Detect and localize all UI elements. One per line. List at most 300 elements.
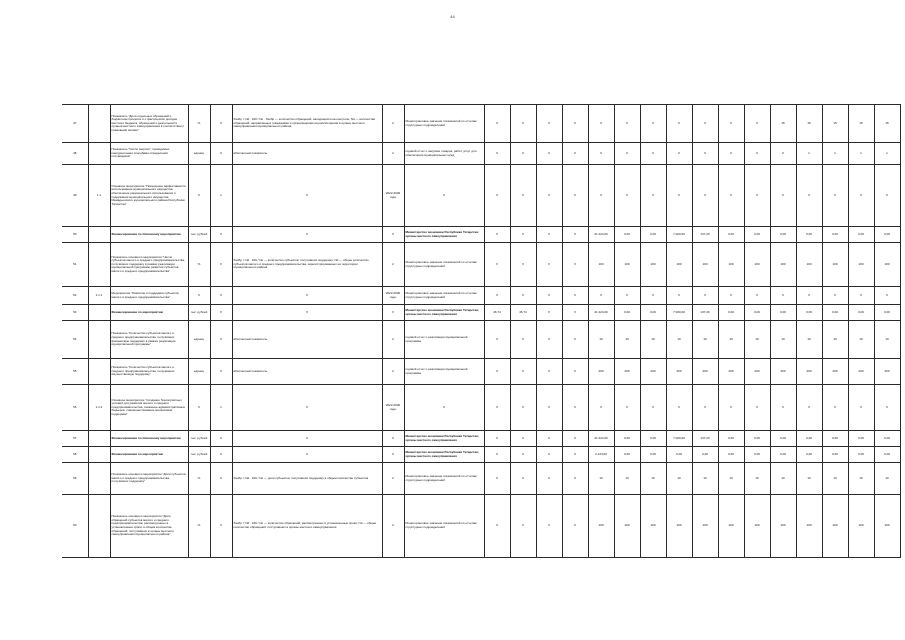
year-value-cell: Х xyxy=(562,243,588,287)
table-row xyxy=(62,305,900,321)
year-value-cell: 200 xyxy=(692,359,718,385)
year-value-cell: Х xyxy=(562,105,588,143)
year-value-cell: Х xyxy=(692,287,718,305)
row-number-cell: 47 xyxy=(62,105,88,143)
year-value-cell: 0,00 xyxy=(614,227,640,243)
formula-cell: Sзобр = Nd · 100 / Nо — количество субъектов, получивших поддержку; Nd — общее количество субъектов малого и среднего предпринимательства, зарегистрированных на территории муниципального района xyxy=(232,243,382,287)
year-value-cell: 200 xyxy=(874,359,900,385)
year-value-cell: 100 xyxy=(666,495,692,558)
unit-cell: тыс. рублей xyxy=(188,305,210,321)
year-value-cell: 0,00 xyxy=(718,227,744,243)
table-row xyxy=(62,105,900,143)
row-number-cell: 54 xyxy=(62,321,88,359)
year-value-cell: Х xyxy=(510,447,536,463)
formula-cell: Х xyxy=(232,227,382,243)
formula-cell: Sзобр = Nd · 100 / Nо — количество обращений, рассмотренных в установленные сроки; Nd — общее количество обращений, поступивших в органы местного самоуправления xyxy=(232,495,382,558)
formula-cell: Sзобр = Nd · 100 / Nо — доля субъектов, получивших поддержку в общем количестве субъектов xyxy=(232,463,382,495)
formula-cell: Х xyxy=(232,165,382,227)
year-value-cell: 10 xyxy=(588,321,614,359)
year-value-cell: 200 xyxy=(744,359,770,385)
year-value-cell: Х xyxy=(536,287,562,305)
unit-cell: % xyxy=(188,105,210,143)
year-value-cell: 100 xyxy=(796,495,822,558)
year-value-cell: Х xyxy=(692,143,718,165)
year-value-cell: 0,00 xyxy=(744,227,770,243)
year-value-cell: 100 xyxy=(848,243,874,287)
year-value-cell: Х xyxy=(510,227,536,243)
table-row xyxy=(62,385,900,431)
year-value-cell: 0,00 xyxy=(848,227,874,243)
item-code-cell xyxy=(88,105,110,143)
formula-cell: Х xyxy=(232,385,382,431)
year-value-cell: 10 xyxy=(640,321,666,359)
category-cell: Х xyxy=(210,359,232,385)
year-value-cell: Х xyxy=(614,165,640,227)
year-value-cell: 0,00 xyxy=(770,431,796,447)
year-value-cell: Х xyxy=(822,385,848,431)
year-value-cell: Х xyxy=(510,495,536,558)
category-cell: Х xyxy=(210,495,232,558)
year-value-cell: 2 224,00 xyxy=(588,447,614,463)
base-value-cell: Х xyxy=(484,431,510,447)
year-value-cell: Х xyxy=(536,431,562,447)
year-value-cell: Х xyxy=(796,165,822,227)
year-value-cell: 100 xyxy=(718,243,744,287)
year-value-cell: Х xyxy=(874,385,900,431)
year-value-cell: Х xyxy=(744,287,770,305)
period-cell: Х xyxy=(382,447,404,463)
year-value-cell: 0,00 xyxy=(640,431,666,447)
base-value-cell: Х xyxy=(484,495,510,558)
year-value-cell: Х xyxy=(692,105,718,143)
row-number-cell: 52 xyxy=(62,287,88,305)
row-number-cell: 59 xyxy=(62,463,88,495)
unit-cell: единиц xyxy=(188,143,210,165)
period-cell: 2022-2030 годы xyxy=(382,287,404,305)
row-number-cell: 60 xyxy=(62,495,88,558)
year-value-cell: 200 xyxy=(822,359,848,385)
year-value-cell: Х xyxy=(614,143,640,165)
year-value-cell: 10 xyxy=(640,463,666,495)
source-cell: Мониторинговое значение показателей по отчетам структурных подразделений xyxy=(404,463,484,495)
category-cell: Х xyxy=(210,431,232,447)
year-value-cell: Х xyxy=(796,385,822,431)
year-value-cell: Х xyxy=(692,385,718,431)
table-row xyxy=(62,165,900,227)
base-value-cell: Х xyxy=(484,447,510,463)
year-value-cell: Х xyxy=(562,495,588,558)
year-value-cell: Х xyxy=(848,165,874,227)
item-code-cell xyxy=(88,321,110,359)
year-value-cell: Х xyxy=(510,243,536,287)
year-value-cell: 0,00 xyxy=(744,447,770,463)
base-value-cell: Х xyxy=(484,321,510,359)
row-number-cell: 49 xyxy=(62,165,88,227)
year-value-cell: 1 xyxy=(848,143,874,165)
item-code-cell: 1.1.1 xyxy=(88,287,110,305)
unit-cell: Х xyxy=(188,287,210,305)
year-value-cell: Х xyxy=(536,227,562,243)
unit-cell: Х xyxy=(188,165,210,227)
year-value-cell: 10 xyxy=(588,463,614,495)
year-value-cell: Х xyxy=(666,385,692,431)
year-value-cell: Х xyxy=(536,243,562,287)
year-value-cell: 15 xyxy=(796,105,822,143)
year-value-cell: Х xyxy=(874,165,900,227)
year-value-cell: 10 xyxy=(822,463,848,495)
period-cell: Х xyxy=(382,227,404,243)
year-value-cell: Х xyxy=(614,287,640,305)
year-value-cell: Х xyxy=(588,287,614,305)
table-row xyxy=(62,143,900,165)
page-number: 44 xyxy=(450,14,455,19)
year-value-cell: 10 xyxy=(848,463,874,495)
formula-cell: абсолютный показатель xyxy=(232,143,382,165)
year-value-cell: Х xyxy=(536,359,562,385)
year-value-cell: Х xyxy=(770,143,796,165)
unit-cell: тыс. рублей xyxy=(188,447,210,463)
year-value-cell: Х xyxy=(510,165,536,227)
unit-cell: единиц xyxy=(188,321,210,359)
year-value-cell: Х xyxy=(822,287,848,305)
year-value-cell: 7 000,00 xyxy=(666,305,692,321)
source-cell: годовой отчет о реализации муниципальной программы xyxy=(404,359,484,385)
table-row xyxy=(62,447,900,463)
year-value-cell: Х xyxy=(744,143,770,165)
year-value-cell: Х xyxy=(510,105,536,143)
base-value-cell: Х xyxy=(484,165,510,227)
item-code-cell xyxy=(88,431,110,447)
period-cell: 2 xyxy=(382,321,404,359)
year-value-cell: Х xyxy=(692,165,718,227)
indicator-name-cell: Финансирование по мероприятию xyxy=(110,305,188,321)
category-cell: Х xyxy=(210,305,232,321)
year-value-cell: 100 xyxy=(692,243,718,287)
year-value-cell: Х xyxy=(640,105,666,143)
category-cell: 1 xyxy=(210,385,232,431)
unit-cell: тыс. рублей xyxy=(188,227,210,243)
category-cell: 1 xyxy=(210,165,232,227)
year-value-cell: 10 xyxy=(848,321,874,359)
year-value-cell: Х xyxy=(640,287,666,305)
year-value-cell: 100 xyxy=(770,495,796,558)
year-value-cell: Х xyxy=(770,385,796,431)
year-value-cell: Х xyxy=(718,105,744,143)
source-cell: Министерство экономики Республики Татарстан; органы местного самоуправления xyxy=(404,447,484,463)
indicator-name-cell: Основное мероприятие "Повышение эффективности использования муниципального имущества, обеспечение рационального использования и содержания муниципального имущества Мамадышского муниципального района Республики Татарстан" xyxy=(110,165,188,227)
year-value-cell: 10 xyxy=(666,321,692,359)
formula-cell: Х xyxy=(232,431,382,447)
year-value-cell: Х xyxy=(562,143,588,165)
year-value-cell: 21 224,00 xyxy=(588,227,614,243)
base-value-cell: Х xyxy=(484,463,510,495)
year-value-cell: 0,00 xyxy=(796,447,822,463)
year-value-cell: 10 xyxy=(614,463,640,495)
year-value-cell: Х xyxy=(562,463,588,495)
year-value-cell: 200 xyxy=(848,359,874,385)
year-value-cell: Х xyxy=(640,143,666,165)
formula-cell: абсолютный показатель xyxy=(232,321,382,359)
year-value-cell: Х xyxy=(614,385,640,431)
year-value-cell: Х xyxy=(562,431,588,447)
category-cell: Х xyxy=(210,143,232,165)
item-code-cell xyxy=(88,227,110,243)
category-cell: Х xyxy=(210,227,232,243)
year-value-cell: 100 xyxy=(718,495,744,558)
table-row xyxy=(62,495,900,558)
year-value-cell: Х xyxy=(562,447,588,463)
year-value-cell: Х xyxy=(718,143,744,165)
year-value-cell: Х xyxy=(562,165,588,227)
unit-cell: % xyxy=(188,495,210,558)
year-value-cell: 10 xyxy=(692,321,718,359)
indicator-name-cell: Показатель "Количество субъектов малого и среднего предпринимательства, получивших имущественную поддержку" xyxy=(110,359,188,385)
year-value-cell: Х xyxy=(562,321,588,359)
year-value-cell: 100 xyxy=(614,495,640,558)
year-value-cell: Х xyxy=(822,165,848,227)
unit-cell: % xyxy=(188,463,210,495)
year-value-cell: 10 xyxy=(614,321,640,359)
item-code-cell xyxy=(88,447,110,463)
year-value-cell: 0,00 xyxy=(822,431,848,447)
year-value-cell: 1 xyxy=(796,143,822,165)
period-cell: 2 xyxy=(382,105,404,143)
year-value-cell: 10 xyxy=(744,321,770,359)
year-value-cell: 0,00 xyxy=(770,227,796,243)
year-value-cell: Х xyxy=(848,385,874,431)
table-row xyxy=(62,359,900,385)
year-value-cell: Х xyxy=(588,385,614,431)
year-value-cell: 0,00 xyxy=(692,447,718,463)
year-value-cell: 10 xyxy=(718,463,744,495)
indicator-name-cell: Показатель "Доля отдельных обращений о бюджетном процессе и о фактических доходах местного бюджета, обращений о деятельности органов местного самоуправления в соответствии с правовыми актами" xyxy=(110,105,188,143)
source-cell: годовой отчет о закупках товаров, работ, услуг для обеспечения муниципальных нужд xyxy=(404,143,484,165)
year-value-cell: 100 xyxy=(640,495,666,558)
year-value-cell: 0,00 xyxy=(874,447,900,463)
year-value-cell: 15 xyxy=(874,105,900,143)
year-value-cell: Х xyxy=(588,105,614,143)
formula-cell: абсолютный показатель xyxy=(232,359,382,385)
item-code-cell xyxy=(88,359,110,385)
indicator-name-cell: Показатель основного мероприятия "Число субъектов малого и среднего предпринимательства, получивших поддержку в рамках реализации муниципальной программы развития субъектов малого и среднего предпринимательства" xyxy=(110,243,188,287)
source-cell: годовой отчет о реализации муниципальной программы xyxy=(404,321,484,359)
indicator-name-cell: Показатель основного мероприятия "Доля обращений субъектов малого и среднего предпринимательства, рассмотренных в установленные сроки, в общем количестве обращений, поступивших в органы местного самоуправления муниципального района" xyxy=(110,495,188,558)
item-code-cell xyxy=(88,463,110,495)
year-value-cell: Х xyxy=(536,165,562,227)
year-value-cell: 0,00 xyxy=(848,305,874,321)
formula-cell: Х xyxy=(232,447,382,463)
base-value-cell: 46,74 xyxy=(484,305,510,321)
year-value-cell: 10 xyxy=(796,463,822,495)
year-value-cell: Х xyxy=(744,105,770,143)
year-value-cell: 0,00 xyxy=(822,447,848,463)
year-value-cell: 100 xyxy=(796,243,822,287)
year-value-cell: 100 xyxy=(640,243,666,287)
year-value-cell: Х xyxy=(666,143,692,165)
period-cell: Х xyxy=(382,431,404,447)
year-value-cell: 10 xyxy=(744,463,770,495)
year-value-cell: Х xyxy=(796,287,822,305)
year-value-cell: Х xyxy=(718,165,744,227)
year-value-cell: Х xyxy=(848,287,874,305)
year-value-cell: Х xyxy=(770,287,796,305)
table-row xyxy=(62,227,900,243)
year-value-cell: 0,00 xyxy=(640,227,666,243)
year-value-cell: Х xyxy=(666,287,692,305)
period-cell: 2 xyxy=(382,143,404,165)
base-value-cell: Х xyxy=(484,227,510,243)
base-value-cell: Х xyxy=(484,143,510,165)
indicator-name-cell: Мероприятие "Развитие и поддержка субъектов малого и среднего предпринимательства" xyxy=(110,287,188,305)
year-value-cell: Х xyxy=(666,165,692,227)
year-value-cell: Х xyxy=(614,105,640,143)
year-value-cell: 10 xyxy=(770,463,796,495)
period-cell: 2 xyxy=(382,359,404,385)
year-value-cell: 100 xyxy=(614,243,640,287)
year-value-cell: Х xyxy=(510,321,536,359)
table-row xyxy=(62,431,900,447)
category-cell: Х xyxy=(210,447,232,463)
year-value-cell: 15 xyxy=(848,105,874,143)
period-cell: 2 xyxy=(382,243,404,287)
period-cell: 2022-2030 годы xyxy=(382,385,404,431)
program-indicators-table xyxy=(62,104,901,558)
year-value-cell: 100 xyxy=(692,495,718,558)
year-value-cell: Х xyxy=(666,105,692,143)
year-value-cell: 10 xyxy=(874,463,900,495)
year-value-cell: Х xyxy=(510,463,536,495)
row-number-cell: 51 xyxy=(62,243,88,287)
year-value-cell: 137,20 xyxy=(692,431,718,447)
table-row xyxy=(62,463,900,495)
year-value-cell: 100 xyxy=(588,243,614,287)
year-value-cell: 100 xyxy=(744,495,770,558)
year-value-cell: 15 xyxy=(770,105,796,143)
category-cell: Х xyxy=(210,105,232,143)
item-code-cell: 1.1 xyxy=(88,165,110,227)
year-value-cell: 46,74 xyxy=(510,305,536,321)
item-code-cell: 1.1.2 xyxy=(88,385,110,431)
base-value-cell: Х xyxy=(484,385,510,431)
year-value-cell: 137,20 xyxy=(692,305,718,321)
year-value-cell: Х xyxy=(718,287,744,305)
year-value-cell: Х xyxy=(536,305,562,321)
year-value-cell: 0,00 xyxy=(718,431,744,447)
source-cell: Мониторинговое значение показателей по отчетам структурных подразделений xyxy=(404,495,484,558)
year-value-cell: Х xyxy=(770,165,796,227)
year-value-cell: Х xyxy=(562,287,588,305)
period-cell: 2 xyxy=(382,495,404,558)
row-number-cell: 57 xyxy=(62,431,88,447)
year-value-cell: 100 xyxy=(822,495,848,558)
item-code-cell xyxy=(88,305,110,321)
category-cell: Х xyxy=(210,243,232,287)
category-cell: Х xyxy=(210,287,232,305)
indicator-name-cell: Показатель основного мероприятия "Доля субъектов малого и среднего предпринимательства, получивших поддержку" xyxy=(110,463,188,495)
indicator-name-cell: Финансирование по Основному мероприятию xyxy=(110,431,188,447)
row-number-cell: 56 xyxy=(62,385,88,431)
year-value-cell: 200 xyxy=(614,359,640,385)
source-cell: Министерство экономики Республики Татарстан; органы местного самоуправления xyxy=(404,227,484,243)
row-number-cell: 58 xyxy=(62,447,88,463)
year-value-cell: 0,00 xyxy=(718,447,744,463)
year-value-cell: 0,00 xyxy=(614,431,640,447)
indicator-name-cell: Основное мероприятие "Создание благоприятных условий для развития малого и среднего предпринимательства, снижение административных барьеров, совершенствование механизмов поддержки" xyxy=(110,385,188,431)
year-value-cell: 100 xyxy=(770,243,796,287)
year-value-cell: 0,00 xyxy=(796,227,822,243)
year-value-cell: 10 xyxy=(770,321,796,359)
base-value-cell: Х xyxy=(484,359,510,385)
indicator-name-cell: Финансирование по Основному мероприятию xyxy=(110,227,188,243)
year-value-cell: Х xyxy=(562,385,588,431)
year-value-cell: 0,00 xyxy=(614,447,640,463)
year-value-cell: Х xyxy=(640,385,666,431)
source-cell: Министерство экономики Республики Татарстан; органы местного самоуправления xyxy=(404,431,484,447)
year-value-cell: Х xyxy=(536,143,562,165)
year-value-cell: 0,00 xyxy=(614,305,640,321)
unit-cell: Х xyxy=(188,385,210,431)
year-value-cell: 100 xyxy=(874,243,900,287)
year-value-cell: 0,00 xyxy=(640,305,666,321)
year-value-cell: Х xyxy=(510,385,536,431)
year-value-cell: 0,00 xyxy=(744,305,770,321)
unit-cell: единиц xyxy=(188,359,210,385)
year-value-cell: Х xyxy=(510,359,536,385)
item-code-cell xyxy=(88,495,110,558)
year-value-cell: 100 xyxy=(588,495,614,558)
row-number-cell: 48 xyxy=(62,143,88,165)
year-value-cell: 1 xyxy=(822,143,848,165)
year-value-cell: Х xyxy=(536,105,562,143)
source-cell: Мониторинговое значение показателей по отчетам структурных подразделений xyxy=(404,105,484,143)
year-value-cell: 0,00 xyxy=(666,447,692,463)
year-value-cell: Х xyxy=(744,165,770,227)
year-value-cell: 0,00 xyxy=(848,431,874,447)
table-row xyxy=(62,287,900,305)
indicator-name-cell: Показатель "Количество субъектов малого и среднего предпринимательства, получивших финансовую поддержку в рамках реализации муниципальной программы" xyxy=(110,321,188,359)
year-value-cell: 1 xyxy=(874,143,900,165)
year-value-cell: 0,00 xyxy=(874,431,900,447)
year-value-cell: 100 xyxy=(848,495,874,558)
year-value-cell: 0,00 xyxy=(796,431,822,447)
year-value-cell: 0,00 xyxy=(822,305,848,321)
year-value-cell: 200 xyxy=(666,359,692,385)
indicator-name-cell: Показатель "Число закупок", проводимых конкурентными способами определения поставщиков" xyxy=(110,143,188,165)
formula-cell: Sзобр = Nd · 100 / Nо · Sзобр — количество обращений, находящихся на контроле; Nd — количество обращений, направленных гражданами и организациями на рассмотрение в органы местного самоуправления муниципального района xyxy=(232,105,382,143)
source-cell: Х xyxy=(404,165,484,227)
year-value-cell: Х xyxy=(510,431,536,447)
formula-cell: Х xyxy=(232,287,382,305)
item-code-cell xyxy=(88,143,110,165)
item-code-cell xyxy=(88,243,110,287)
year-value-cell: Х xyxy=(640,165,666,227)
year-value-cell: 100 xyxy=(874,495,900,558)
category-cell: Х xyxy=(210,463,232,495)
year-value-cell: Х xyxy=(718,385,744,431)
year-value-cell: Х xyxy=(562,359,588,385)
table-container xyxy=(62,104,890,601)
source-cell: Министерство экономики Республики Татарстан; органы местного самоуправления xyxy=(404,305,484,321)
year-value-cell: 0,00 xyxy=(874,305,900,321)
year-value-cell: 200 xyxy=(640,359,666,385)
year-value-cell: 100 xyxy=(666,243,692,287)
year-value-cell: Х xyxy=(536,495,562,558)
year-value-cell: 10 xyxy=(718,321,744,359)
year-value-cell: 200 xyxy=(718,359,744,385)
year-value-cell: 10 xyxy=(822,321,848,359)
row-number-cell: 50 xyxy=(62,227,88,243)
year-value-cell: Х xyxy=(536,321,562,359)
